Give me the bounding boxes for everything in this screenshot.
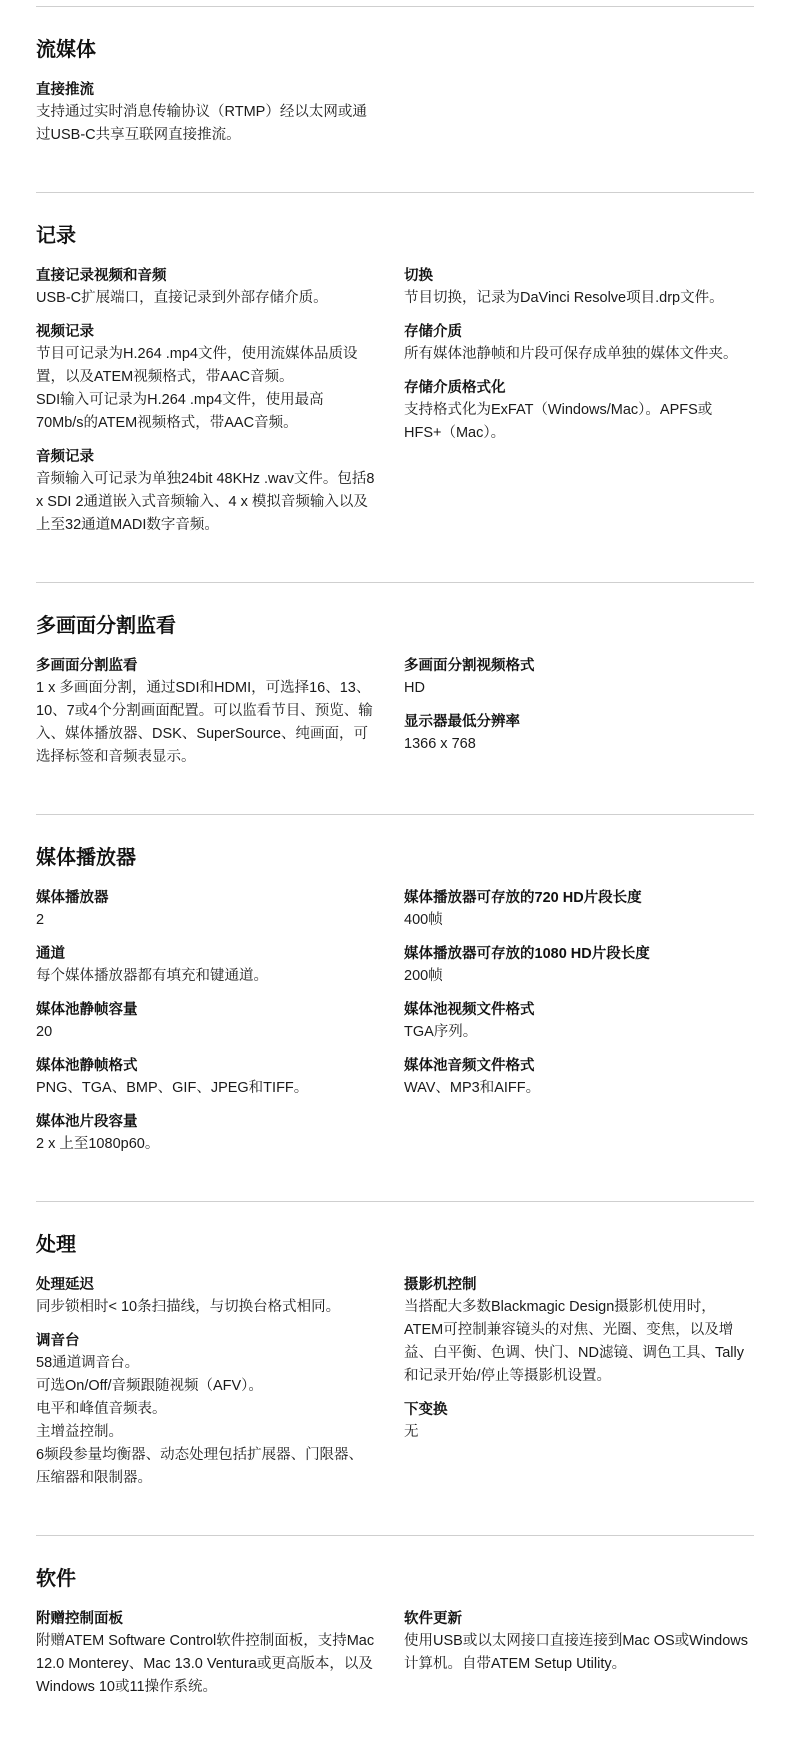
- spec-item: [404, 265, 754, 310]
- spec-label: 媒体池视频文件格式: [404, 1002, 535, 1018]
- spec-item: [404, 943, 754, 988]
- spec-value: 2: [36, 912, 45, 928]
- spec-column-right: [404, 655, 754, 780]
- spec-item: [404, 887, 754, 932]
- spec-value: 当搭配大多数Blackmagic Design摄影机使用时， ATEM可控制兼容镜头的对焦、光圈、变焦，以及增 益、白平衡、色调、快门、ND滤镜、调色工具、Tally 和记录开始/停止等摄影机设置。: [404, 1299, 744, 1384]
- spec-columns: [36, 265, 754, 548]
- spec-item: [36, 1274, 404, 1319]
- spec-label: 多画面分割监看: [36, 658, 138, 674]
- spec-label: 附赠控制面板: [36, 1611, 123, 1627]
- section-title: 处理: [36, 1234, 76, 1256]
- spec-value: 音频输入可记录为单独24bit 48KHz .wav文件。包括8 x SDI 2通道嵌入式音频输入、4 x 模拟音频输入以及 上至32通道MADI数字音频。: [36, 471, 375, 533]
- spec-column-right: [404, 887, 754, 1167]
- spec-item: [36, 79, 404, 147]
- spec-column-left: [36, 1608, 404, 1710]
- spec-item: [36, 887, 404, 932]
- spec-item: [36, 1111, 404, 1156]
- spec-value: 2 x 上至1080p60。: [36, 1136, 160, 1152]
- spec-columns: [36, 887, 754, 1167]
- spec-label: 媒体池静帧格式: [36, 1058, 138, 1074]
- spec-column-left: [36, 1274, 404, 1501]
- spec-item: [404, 711, 754, 756]
- spec-column-left: [36, 79, 404, 158]
- spec-section: [36, 815, 754, 1201]
- spec-sections: [36, 6, 754, 1744]
- spec-value: 同步锁相时< 10条扫描线，与切换台格式相同。: [36, 1299, 341, 1315]
- spec-item: [404, 321, 754, 366]
- spec-columns: [36, 655, 754, 780]
- spec-value: HD: [404, 680, 425, 696]
- spec-value: 1 x 多画面分割，通过SDI和HDMI，可选择16、13、 10、7或4个分割画面配置。可以监看节目、预览、输 入、媒体播放器、DSK、SuperSource、纯画面，可 选择标签和音频表显示。: [36, 680, 373, 765]
- spec-label: 媒体池音频文件格式: [404, 1058, 535, 1074]
- spec-column-right: [404, 79, 754, 158]
- section-title: 软件: [36, 1568, 76, 1590]
- spec-value: 20: [36, 1024, 53, 1040]
- spec-label: 摄影机控制: [404, 1277, 477, 1293]
- spec-value: TGA序列。: [404, 1024, 478, 1040]
- spec-label: 多画面分割视频格式: [404, 658, 535, 674]
- spec-value: 使用USB或以太网接口直接连接到Mac OS或Windows 计算机。自带ATEM Setup Utility。: [404, 1633, 749, 1672]
- spec-section: [36, 1202, 754, 1535]
- spec-value: 所有媒体池静帧和片段可保存成单独的媒体文件夹。: [404, 346, 738, 362]
- spec-item: [36, 1330, 404, 1490]
- spec-value: WAV、MP3和AIFF。: [404, 1080, 541, 1096]
- spec-label: 媒体播放器: [36, 890, 109, 906]
- spec-item: [404, 999, 754, 1044]
- spec-column-left: [36, 265, 404, 548]
- spec-column-right: [404, 1274, 754, 1501]
- spec-label: 下变换: [404, 1402, 448, 1418]
- spec-value: 节目可记录为H.264 .mp4文件，使用流媒体品质设 置，以及ATEM视频格式，带AAC音频。 SDI输入可记录为H.264 .mp4文件，使用最高 70Mb/s的ATEM视频格式，带AAC音频。: [36, 346, 358, 431]
- spec-label: 媒体池片段容量: [36, 1114, 138, 1130]
- spec-column-right: [404, 1608, 754, 1710]
- spec-item: [404, 1608, 754, 1676]
- spec-label: 媒体池静帧容量: [36, 1002, 138, 1018]
- spec-label: 视频记录: [36, 324, 94, 340]
- spec-value: 58通道调音台。 可选On/Off/音频跟随视频（AFV）。 电平和峰值音频表。 主增益控制。 6频段参量均衡器、动态处理包括扩展器、门限器、 压缩器和限制器。: [36, 1355, 364, 1486]
- spec-label: 直接推流: [36, 82, 94, 98]
- spec-value: 1366 x 768: [404, 736, 476, 752]
- spec-value: 200帧: [404, 968, 443, 984]
- spec-item: [36, 999, 404, 1044]
- spec-columns: [36, 79, 754, 158]
- spec-item: [36, 1055, 404, 1100]
- spec-value: PNG、TGA、BMP、GIF、JPEG和TIFF。: [36, 1080, 309, 1096]
- spec-label: 调音台: [36, 1333, 80, 1349]
- spec-section: [36, 1536, 754, 1744]
- section-title: 流媒体: [36, 39, 96, 61]
- section-title: 记录: [36, 225, 76, 247]
- spec-label: 软件更新: [404, 1611, 462, 1627]
- spec-label: 切换: [404, 268, 433, 284]
- spec-item: [36, 446, 404, 537]
- spec-label: 存储介质: [404, 324, 462, 340]
- spec-item: [404, 1274, 754, 1388]
- spec-item: [404, 1055, 754, 1100]
- section-title: 多画面分割监看: [36, 615, 176, 637]
- spec-value: 节目切换，记录为DaVinci Resolve项目.drp文件。: [404, 290, 724, 306]
- spec-columns: [36, 1608, 754, 1710]
- spec-value: 附赠ATEM Software Control软件控制面板，支持Mac 12.0 Monterey、Mac 13.0 Ventura或更高版本，以及 Windows 10或11操作系统。: [36, 1633, 375, 1695]
- spec-label: 存储介质格式化: [404, 380, 506, 396]
- spec-label: 媒体播放器可存放的1080 HD片段长度: [404, 946, 650, 962]
- section-title: 媒体播放器: [36, 847, 136, 869]
- spec-value: USB-C扩展端口，直接记录到外部存储介质。: [36, 290, 328, 306]
- spec-item: [36, 321, 404, 435]
- spec-columns: [36, 1274, 754, 1501]
- spec-page: [36, 0, 754, 1744]
- spec-column-left: [36, 887, 404, 1167]
- spec-label: 音频记录: [36, 449, 94, 465]
- spec-value: 支持格式化为ExFAT（Windows/Mac）。APFS或 HFS+（Mac）。: [404, 402, 713, 441]
- spec-value: 无: [404, 1424, 419, 1440]
- spec-section: [36, 583, 754, 814]
- spec-value: 每个媒体播放器都有填充和键通道。: [36, 968, 268, 984]
- spec-label: 处理延迟: [36, 1277, 94, 1293]
- spec-item: [36, 943, 404, 988]
- spec-column-right: [404, 265, 754, 548]
- spec-item: [36, 655, 404, 769]
- spec-value: 支持通过实时消息传输协议（RTMP）经以太网或通 过USB-C共享互联网直接推流。: [36, 104, 367, 143]
- spec-item: [404, 1399, 754, 1444]
- spec-item: [36, 1608, 404, 1699]
- spec-item: [36, 265, 404, 310]
- spec-column-left: [36, 655, 404, 780]
- spec-item: [404, 655, 754, 700]
- spec-label: 直接记录视频和音频: [36, 268, 167, 284]
- spec-value: 400帧: [404, 912, 443, 928]
- spec-section: [36, 7, 754, 192]
- spec-section: [36, 193, 754, 582]
- spec-label: 显示器最低分辨率: [404, 714, 520, 730]
- spec-label: 通道: [36, 946, 65, 962]
- spec-item: [404, 377, 754, 445]
- spec-label: 媒体播放器可存放的720 HD片段长度: [404, 890, 642, 906]
